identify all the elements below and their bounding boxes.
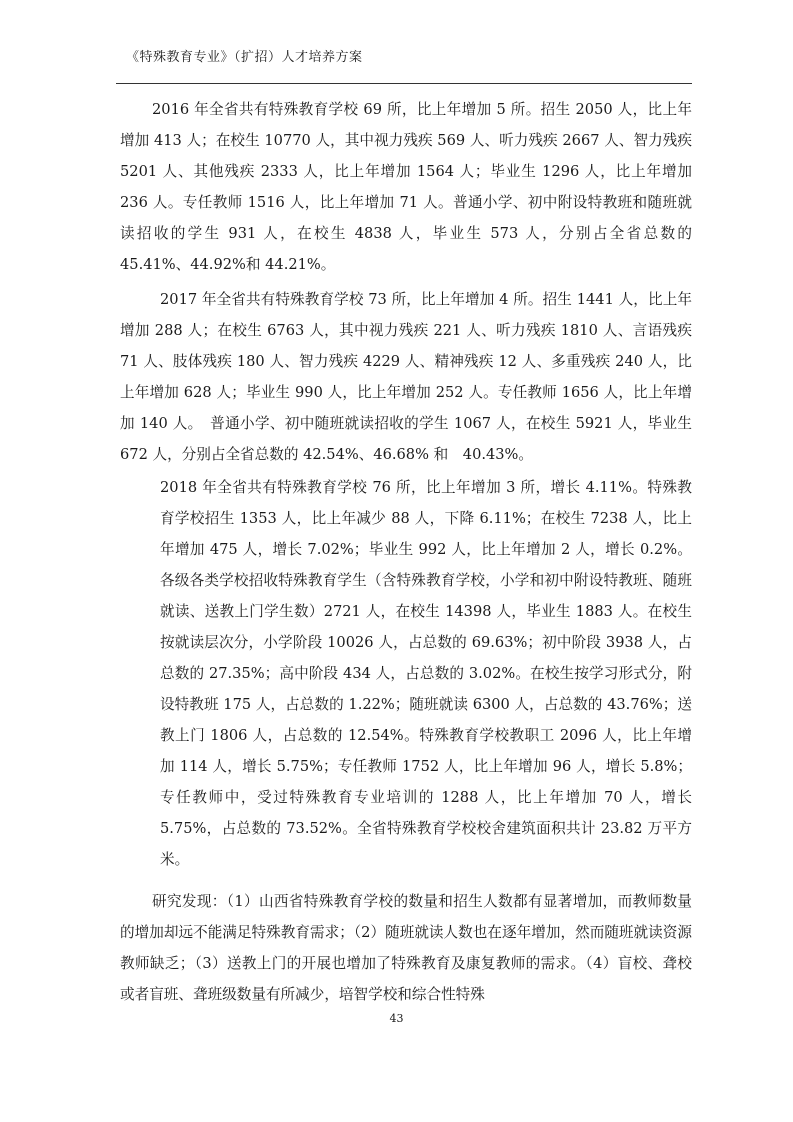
paragraph-2018-statistics: 2018 年全省共有特殊教育学校 76 所，比上年增加 3 所，增长 4.11%。特殊教育学校招生 1353 人，比上年减少 88 人，下降 6.11%；在校生 7238 人，比上年增加 475 人，增长 7.02%；毕业生 992 人，比上年增加 2 人，增长 0.2%。各级各类学校招收特殊教育学生（含特殊教育学校，小学和初中附设特教班、随班就读、送教上门学生数）2721 人，在校生 14398 人，毕业生 1883 人。在校生按就读层次分，小学阶段 10026 人，占总数的 69.63%；初中阶段 3938 人，占总数的 27.35%；高中阶段 434 人，占总数的 3.02%。在校生按学习形式分，附设特教班 175 人，占总数的 1.22%；随班就读 6300 人，占总数的 43.76%；送教上门 1806 人，占总数的 12.54%。特殊教育学校教职工 2096 人，比上年增加 114 人，增长 5.75%；专任教师 1752 人，比上年增加 96 人，增长 5.8%；专任教师中，受过特殊教育专业培训的 1288 人，比上年增加 70 人，增长 5.75%，占总数的 73.52%。全省特殊教育学校校舍建筑面积共计 23.82 万平方米。: [160, 479, 692, 868]
header-divider: [116, 83, 692, 84]
page-number: 43: [389, 1012, 404, 1025]
page-header-title: 《特殊教育专业》（扩招）人才培养方案: [126, 50, 363, 65]
paragraph-research-findings: 研究发现：（1）山西省特殊教育学校的数量和招生人数都有显著增加，而教师数量的增加却远不能满足特殊教育需求；（2）随班就读人数也在逐年增加，然而随班就读资源教师缺乏；（3）送教上门的开展也增加了特殊教育及康复教师的需求。（4）盲校、聋校或者盲班、聋班级数量有所减少，培智学校和综合性特殊: [120, 893, 692, 1003]
paragraph-2017-statistics: 2017 年全省共有特殊教育学校 73 所，比上年增加 4 所。招生 1441 人，比上年增加 288 人；在校生 6763 人，其中视力残疾 221 人、听力残疾 1810 人、言语残疾 71 人、肢体残疾 180 人、智力残疾 4229 人、精神残疾 12 人、多重残疾 240 人，比上年增加 628 人；毕业生 990 人，比上年增加 252 人。专任教师 1656 人，比上年增加 140 人。 普通小学、初中随班就读招收的学生 1067 人，在校生 5921 人，毕业生 672 人，分别占全省总数的 42.54%、46.68% 和 40.43%。: [120, 291, 692, 463]
paragraph-2016-statistics: 2016 年全省共有特殊教育学校 69 所，比上年增加 5 所。招生 2050 人，比上年增加 413 人；在校生 10770 人，其中视力残疾 569 人、听力残疾 2667 人、智力残疾 5201 人、其他残疾 2333 人，比上年增加 1564 人；毕业生 1296 人，比上年增加 236 人。专任教师 1516 人，比上年增加 71 人。普通小学、初中附设特教班和随班就读招收的学生 931 人，在校生 4838 人，毕业生 573 人，分别占全省总数的 45.41%、44.92%和 44.21%。: [120, 101, 692, 273]
